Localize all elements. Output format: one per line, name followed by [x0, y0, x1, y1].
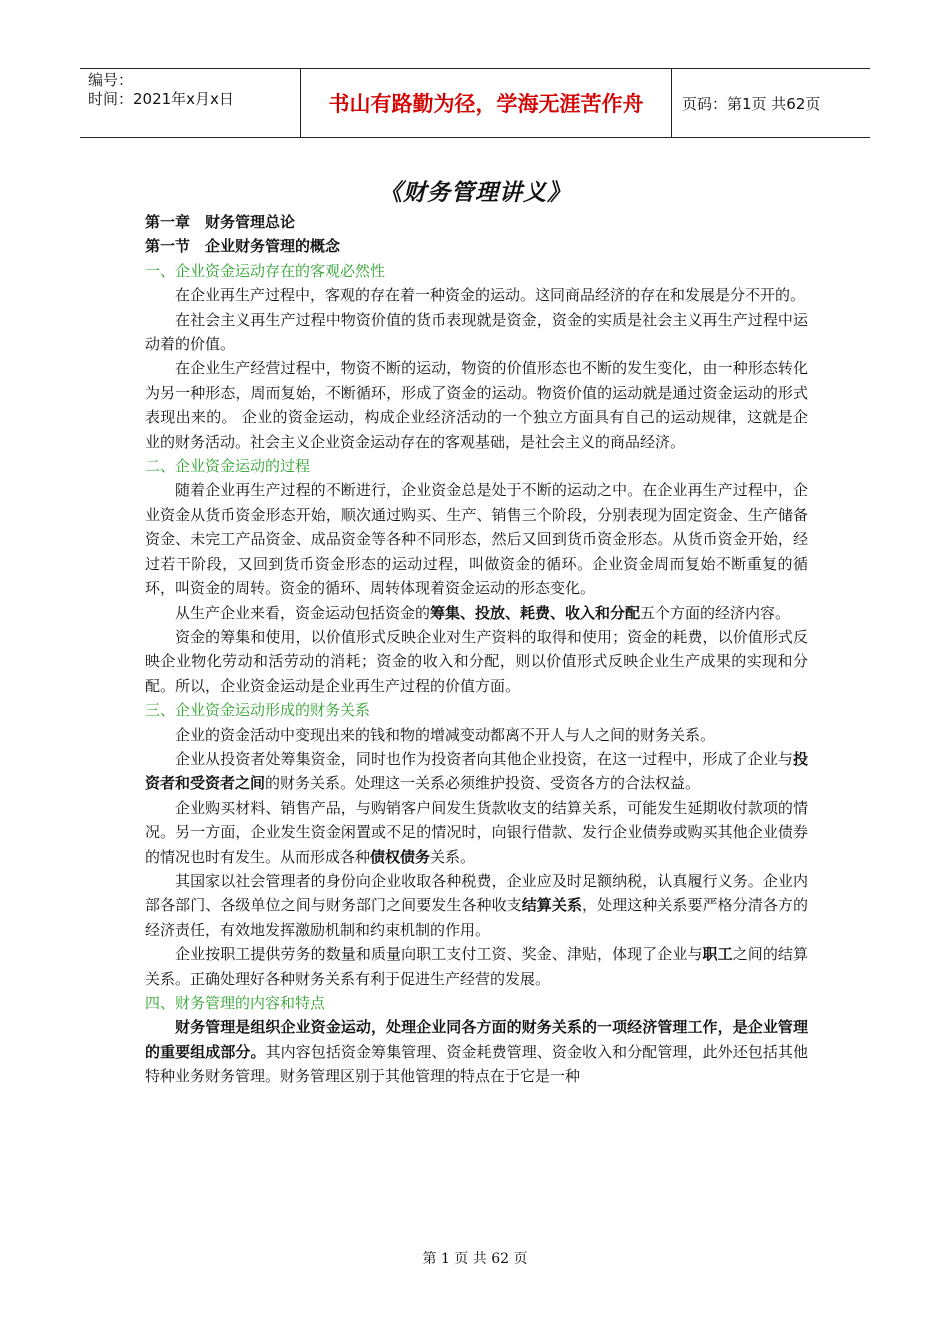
- bold-text-run: 职工: [702, 945, 733, 964]
- text-run: 关系。: [430, 847, 476, 866]
- paragraph: [145, 869, 808, 942]
- document-body: [145, 210, 808, 1089]
- text-run: ，处理这种关系要严格分清各方的经济责任，有效地发挥激励机制和约束机制的作用。: [145, 896, 808, 939]
- subsection-heading-2: 二、企业资金运动的过程: [145, 457, 311, 476]
- subsection-heading-4: 四、财务管理的内容和特点: [145, 994, 326, 1012]
- bold-text-run: 投资者和受资者之间: [145, 749, 808, 793]
- bold-text-run: 债权债务: [370, 847, 431, 866]
- text-run: 其内容包括资金筹集管理、资金耗费管理、资金收入和分配管理，此外还包括其他特种业务财务管理。财务管理区别于其他管理的特点在于它是一种: [145, 1042, 808, 1086]
- text-run: 五个方面的经济内容。: [640, 603, 791, 622]
- section-heading: 第一节 企业财务管理的概念: [145, 237, 341, 256]
- chapter-heading: 第一章 财务管理总论: [145, 213, 296, 231]
- number-label: 编号：: [88, 71, 134, 89]
- paragraph: [145, 1015, 808, 1088]
- paragraph: [145, 796, 808, 869]
- paragraph: 在企业生产经营过程中，物资不断的运动，物资的价值形态也不断的发生变化，由一种形态转化为另一种形态，周而复始，不断循环，形成了资金的运动。物资价值的运动就是通过资金运动的形式表现出来的。 企业的资金运动，构成企业经济活动的一个独立方面具有自己的运动规律，这就是企业的财务活动。社会主义企业资金运动存在的客观基础，是社会主义的商品经济。: [145, 359, 808, 451]
- bold-text-run: 筹集、投放、耗费、收入和分配: [430, 603, 641, 622]
- text-run: 之间的结算关系。正确处理好各种财务关系有利于促进生产经营的发展。: [145, 945, 808, 988]
- text-run: 企业购买材料、销售产品，与购销客户间发生货款收支的结算关系，可能发生延期收付款项的情况。另一方面，企业发生资金闲置或不足的情况时，向银行借款、发行企业债券或购买其他企业债券的情况也时有发生。从而形成各种: [145, 798, 808, 866]
- paragraph: 随着企业再生产过程的不断进行，企业资金总是处于不断的运动之中。在企业再生产过程中，企业资金从货币资金形态开始，顺次通过购买、生产、销售三个阶段，分别表现为固定资金、生产储备资金、未完工产品资金、成品资金等各种不同形态，然后又回到货币资金形态。从货币资金开始，经过若干阶段，又回到货币资金形态的运动过程，叫做资金的循环。企业资金周而复始不断重复的循环，叫资金的周转。资金的循环、周转体现着资金运动的形态变化。: [145, 481, 808, 598]
- paragraph: 在企业再生产过程中，客观的存在着一种资金的运动。这同商品经济的存在和发展是分不开的。: [175, 286, 806, 305]
- paragraph: [145, 747, 808, 796]
- page-header: [80, 68, 870, 138]
- header-page-info: 页码：第1页 共62页: [682, 94, 821, 113]
- header-meta: [80, 69, 301, 137]
- document-title: 《财务管理讲义》: [379, 179, 571, 206]
- text-run: 企业按职工提供劳务的数量和质量向职工支付工资、奖金、津贴，体现了企业与: [175, 945, 703, 964]
- paragraph: 企业的资金活动中变现出来的钱和物的增减变动都离不开人与人之间的财务关系。: [175, 725, 716, 744]
- text-run: 企业从投资者处筹集资金，同时也作为投资者向其他企业投资，在这一过程中，形成了企业与: [175, 749, 793, 768]
- paragraph: 在社会主义再生产过程中物资价值的货币表现就是资金，资金的实质是社会主义再生产过程中运动着的价值。: [145, 310, 808, 354]
- paragraph: 资金的筹集和使用，以价值形式反映企业对生产资料的取得和使用；资金的耗费，以价值形式反映企业物化劳动和活劳动的消耗；资金的收入和分配，则以价值形式反映企业生产成果的实现和分配。所以，企业资金运动是企业再生产过程的价值方面。: [145, 627, 808, 695]
- text-run: 的财务关系。处理这一关系必须维护投资、受资各方的合法权益。: [265, 774, 701, 793]
- paragraph: [145, 942, 808, 991]
- text-run: 从生产企业来看，资金运动包括资金的: [175, 603, 431, 622]
- time-label: 时间：2021年x月x日: [88, 90, 234, 108]
- bold-text-run: 结算关系: [521, 896, 583, 915]
- page-footer: 第 1 页 共 62 页: [422, 1251, 528, 1267]
- bold-text-run: 财务管理是组织企业资金运动，处理企业同各方面的财务关系的一项经济管理工作，是企业管理的重要组成部分。: [145, 1018, 808, 1061]
- subsection-heading-3: 三、企业资金运动形成的财务关系: [145, 701, 371, 720]
- subsection-heading-1: 一、企业资金运动存在的客观必然性: [145, 261, 386, 280]
- header-motto: 书山有路勤为径，学海无涯苦作舟: [301, 69, 672, 137]
- paragraph: [145, 601, 808, 625]
- text-run: 其国家以社会管理者的身份向企业收取各种税费，企业应及时足额纳税，认真履行义务。企业内部各部门、各级单位之间与财务部门之间要发生各种收支: [145, 871, 808, 915]
